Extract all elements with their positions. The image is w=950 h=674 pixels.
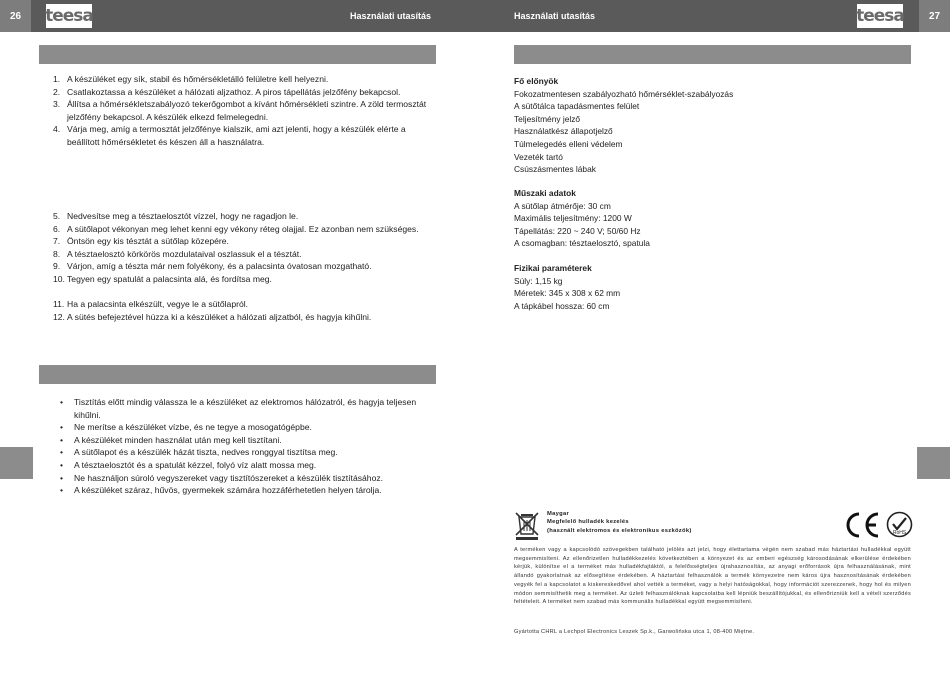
technical-item: A csomagban: tésztaelosztó, spatula	[514, 238, 650, 249]
rohs-label: RoHS	[892, 530, 907, 536]
manufacturer-line: Gyártotta CHRL a Lechpol Electronics Leszek Sp.k., Garwolińska utca 1, 08-400 Miętne.	[514, 629, 755, 635]
section-bar-usage	[39, 45, 436, 64]
right-page-number: 27	[919, 0, 950, 32]
step-item: 5. Nedvesítse meg a tésztaelosztót vízzel, hogy ne ragadjon le.	[53, 211, 299, 221]
physical-item: Súly: 1,15 kg	[514, 275, 563, 286]
technical-block	[514, 187, 914, 250]
ce-mark-icon	[842, 510, 882, 540]
left-header-title: Használati utasítás	[350, 11, 432, 21]
cleaning-list	[60, 396, 436, 497]
teesa-logo-right: teesa	[856, 6, 904, 26]
step-item: 12. A sütés befejeztével húzza ki a készüléket a hálózati aljzatból, és hagyja kihűlni.	[53, 311, 372, 322]
physical-item: Méretek: 345 x 308 x 62 mm	[514, 288, 621, 299]
teesa-logo-left: teesa	[45, 6, 93, 26]
step-item: 10. Tegyen egy spatulát a palacsinta alá, és fordítsa meg.	[53, 273, 272, 284]
cleaning-item: • Tisztítás előtt mindig válassza le a készüléket az elektromos hálózatról, és hagyja teljesen kihűlni.	[60, 396, 436, 421]
advantage-item: A sütőtálca tapadásmentes felület	[514, 101, 640, 112]
disposal-heading: Megfelelő hulladék kezelés	[547, 519, 629, 526]
advantage-item: Túlmelegedés elleni védelem	[514, 138, 623, 149]
right-header-title: Használati utasítás	[514, 11, 596, 21]
advantage-item: Használatkész állapotjelző	[514, 126, 613, 137]
disposal-country: Maygar	[547, 511, 570, 517]
left-side-tab	[0, 447, 33, 479]
advantage-item: Vezeték tartó	[514, 151, 563, 162]
left-page-number: 26	[0, 0, 31, 32]
cleaning-item: • Ne merítse a készüléket vízbe, és ne tegye a mosogatógépbe.	[60, 421, 436, 434]
advantage-item: Teljesítmény jelző	[514, 113, 581, 124]
cleaning-item: • A sütőlapot és a készülék házát tiszta, nedves ronggyal tisztítsa meg.	[60, 446, 436, 459]
rohs-mark-icon	[886, 511, 913, 538]
step-item: 7. Öntsön egy kis tésztát a sütőlap közepére.	[53, 236, 229, 247]
step-item: 6. A sütőlapot vékonyan meg lehet kenni egy vékony réteg olajjal. Ez azonban nem szükséges.	[53, 223, 419, 234]
physical-title: Fizikai paraméterek	[514, 263, 592, 273]
advantages-title: Fő előnyök	[514, 76, 559, 86]
step-item: 11. Ha a palacsinta elkészült, vegye le a sütőlapról.	[53, 299, 249, 309]
cleaning-item: • A tésztaelosztót és a spatulát kézzel, folyó víz alatt mossa meg.	[60, 459, 436, 472]
technical-item: A sütőlap átmérője: 30 cm	[514, 200, 611, 211]
physical-block	[514, 262, 914, 312]
disposal-headings	[547, 510, 692, 535]
technical-item: Tápellátás: 220 ~ 240 V; 50/60 Hz	[514, 225, 641, 236]
disposal-paragraph: A terméken vagy a kapcsolódó szövegekben található jelölés azt jelzi, hogy élettartama végén nem szabad más háztartási hulladékkal együtt megsemmisíteni. Az ellenőrizetlen hulladékkezelés következtében a környezet és az emberi egészség károsodásának elkerülése érdekében kérjük, különítse el a terméket más hulladékfajtáktól, a felelősségteljes újrahasznosítás, az anyagi erőforrások újra felhasználásának, mint állandó gyakorlatnak az elősegítése érdekében. A háztartási felhasználók a termék környezetre nem káros újra hasznosításának érdekében vegyék fel a kapcsolatot a kiskereskedővel ahol vették a terméket, vagy a helyi hatóságokkal, hogy információt szerezzenek, hogy hol és milyen módon semmisíthetik meg a terméket. Az üzleti felhasználóknak kapcsolatba kell lépniük beszállítójukkal, és ellenőrizniük kell a vételi szerződés feltételeit. A terméket nem szabad más kommunális hulladékkal együtt megsemmisíteni.	[514, 547, 911, 606]
section-bar-specs	[514, 45, 911, 64]
step-item: 2. Csatlakoztassa a készüléket a hálózati aljzathoz. A piros tápellátás jelzőfény bekapcsol.	[53, 86, 401, 97]
cleaning-item: • Ne használjon súroló vegyszereket vagy tisztítószereket a készülék tisztításához.	[60, 472, 436, 485]
advantages-block	[514, 75, 914, 176]
disposal-subheading: (használt elektromos és elektronikus eszközök)	[547, 527, 692, 534]
step-item: 3. Állítsa a hőmérsékletszabályozó tekerőgombot a kívánt hőmérsékleti szintre. A zöld termosztát jelzőfény bekapcsol. A készülék elkezd felmelegedni.	[53, 99, 427, 122]
advantage-item: Csúszásmentes lábak	[514, 164, 596, 175]
cleaning-item: • A készüléket minden használat után meg kell tisztítani.	[60, 434, 436, 447]
step-item: 4. Várja meg, amíg a termosztát jelzőfénye kialszik, ami azt jelenti, hogy a készülék elérte a beállított hőmérsékletet és készen áll a használatra.	[53, 124, 406, 147]
technical-title: Műszaki adatok	[514, 188, 576, 198]
steps-group-c	[53, 298, 436, 323]
advantage-item: Fokozatmentesen szabályozható hőmérséklet-szabályozás	[514, 88, 734, 99]
physical-item: A tápkábel hossza: 60 cm	[514, 300, 610, 311]
technical-item: Maximális teljesítmény: 1200 W	[514, 213, 632, 224]
step-item: 9. Várjon, amíg a tészta már nem folyékony, és a palacsinta óvatosan mozgatható.	[53, 261, 372, 272]
cleaning-item: • A készüléket száraz, hűvös, gyermekek számára hozzáférhetetlen helyen tárolja.	[60, 484, 436, 497]
step-item: 1. A készüléket egy sík, stabil és hőmérsékletálló felületre kell helyezni.	[53, 74, 329, 84]
section-bar-cleaning	[39, 365, 436, 384]
steps-group-b	[53, 210, 436, 286]
weee-bin-icon	[514, 511, 540, 541]
step-item: 8. A tésztaelosztó körkörös mozdulataival oszlassuk el a tésztát.	[53, 248, 302, 259]
right-side-tab	[917, 447, 950, 479]
steps-group-a	[53, 73, 436, 149]
